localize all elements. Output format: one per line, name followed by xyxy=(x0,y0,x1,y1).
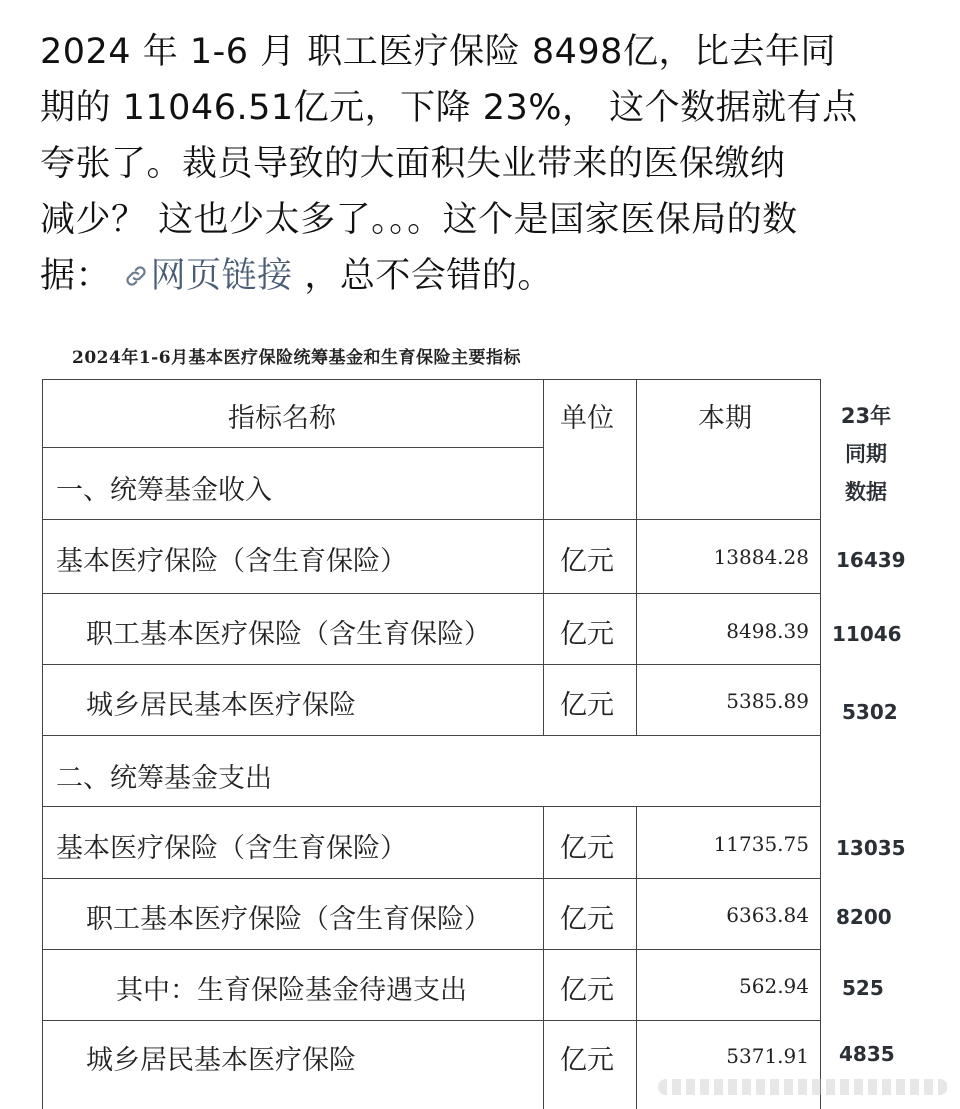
table-row-prev: 16439 xyxy=(836,548,906,572)
table-row-prev: 5302 xyxy=(842,700,898,724)
header-current: 本期 xyxy=(698,403,752,434)
table-row-prev: 11046 xyxy=(832,622,902,646)
table-row-current: 5371.91 xyxy=(726,1044,809,1068)
post-line: 期的 11046.51亿元，下降 23%， 这个数据就有点 xyxy=(40,88,858,128)
post-line: 2024 年 1-6 月 职工医疗保险 8498亿，比去年同 xyxy=(40,32,836,72)
table-row-name: 基本医疗保险（含生育保险） xyxy=(56,833,407,864)
post-line-suffix: ，总不会错的。 xyxy=(304,256,553,296)
table-row-unit: 亿元 xyxy=(560,546,614,577)
table-row-section-label: 二、统筹基金支出 xyxy=(56,763,272,794)
table-row-unit: 亿元 xyxy=(560,690,614,721)
table-row-prev: 8200 xyxy=(836,905,892,929)
table-row-unit: 亿元 xyxy=(560,833,614,864)
table-row-name: 其中：生育保险基金待遇支出 xyxy=(116,975,467,1006)
table-row-current: 11735.75 xyxy=(713,832,809,856)
table-row-current: 562.94 xyxy=(739,974,809,998)
table-row-current: 8498.39 xyxy=(726,619,809,643)
table-title: 2024年1-6月基本医疗保险统筹基金和生育保险主要指标 xyxy=(72,348,522,368)
link-icon xyxy=(123,263,149,289)
table-row-prev: 4835 xyxy=(839,1042,895,1066)
post-line-prefix: 据： xyxy=(40,256,112,296)
web-link-label: 网页链接 xyxy=(150,256,293,296)
table-row-name: 基本医疗保险（含生育保险） xyxy=(56,546,407,577)
table-row-name: 城乡居民基本医疗保险 xyxy=(86,690,356,721)
header-unit: 单位 xyxy=(560,403,614,434)
table-row-name: 职工基本医疗保险（含生育保险） xyxy=(86,904,491,935)
header-prev-year xyxy=(836,397,896,511)
table-row-section-label: 一、统筹基金收入 xyxy=(56,475,272,506)
post-line-last xyxy=(40,248,930,304)
table-row-current: 5385.89 xyxy=(726,689,809,713)
table-row-unit: 亿元 xyxy=(560,1045,614,1076)
table-row-prev: 525 xyxy=(842,976,884,1000)
header-name: 指标名称 xyxy=(228,403,336,434)
table-row-prev: 13035 xyxy=(836,836,906,860)
watermark xyxy=(658,1079,948,1095)
table-row-unit: 亿元 xyxy=(560,619,614,650)
post-text xyxy=(40,24,930,304)
header-prev-line: 23年 xyxy=(840,404,892,428)
table-row-current: 13884.28 xyxy=(713,545,809,569)
table-row-name: 城乡居民基本医疗保险 xyxy=(86,1045,356,1076)
table-row-name: 职工基本医疗保险（含生育保险） xyxy=(86,619,491,650)
table-row-unit: 亿元 xyxy=(560,975,614,1006)
table-row-current: 6363.84 xyxy=(726,903,809,927)
web-link[interactable] xyxy=(123,256,293,296)
table-row-unit: 亿元 xyxy=(560,904,614,935)
post-line: 减少？ 这也少太多了。。。这个是国家医保局的数 xyxy=(40,200,798,240)
header-prev-line: 数据 xyxy=(845,480,887,504)
header-prev-line: 同期 xyxy=(845,442,887,466)
post-line: 夸张了。裁员导致的大面积失业带来的医保缴纳 xyxy=(40,144,786,184)
